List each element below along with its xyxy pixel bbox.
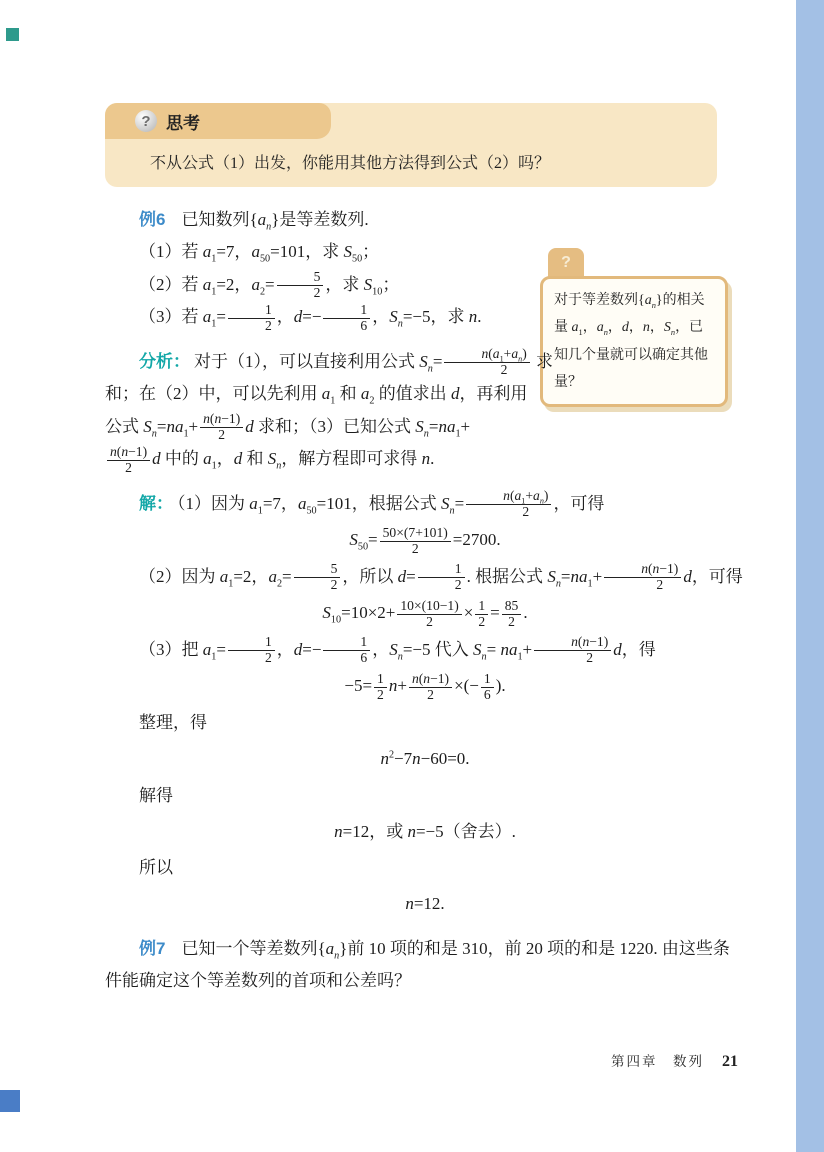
example6-item-1: （1）若 $a_1=7$，$a_{50}=101$，求 $S_{50}$； [139,242,380,265]
example6-label: 例6 [139,210,166,229]
page-edge-bar [796,0,824,1152]
solution-text-3: 所以 [139,858,173,878]
solution-line-2: （2）因为 $a_1=2$，$a_2=$ $\frac{5}{2}$ ，所以 d= $\frac{1}{2}$ . 根据公式 $S_n=na_1+$ $\frac{n(n-1)}{2}$ d，可得 [139,561,743,593]
solution-line-1 [105,488,745,521]
analysis-line-2: 和；在（2）中，可以先利用 $a_1$ 和 $a_2$ 的值求出 d，再利用 [105,384,528,407]
example6-item-3: （3）若 $a_1=$ $\frac{1}{2}$ ，d=− $\frac{1}{6}$ ，$S_n=-5$，求 n. [139,301,482,333]
print-mark-top [6,28,19,41]
solution-equation-4: $n^2-7n-60=0$. [380,749,470,769]
solution-line-1-text: （1）因为 $a_1=7$，$a_{50}=101$，根据公式 $S_n=$ $\frac{n(a_1+a_n)}{2}$ ，可得 [177,488,605,520]
think-box-tab [105,103,331,139]
analysis-line-4: $\frac{n(n-1)}{2}$ d 中的 $a_1$，d 和 $S_n$，解方程即可求得 n. [105,443,745,476]
solution-equation-2: $S_{10}=10\times 2+$ $\frac{10\times(10-1)}{2}$ × $\frac{1}{2}$ = $\frac{85}{2}$ . [322,597,528,629]
note-question-mark-icon: ? [548,248,584,278]
footer-chapter-title: 第四章 数列 [611,1054,704,1069]
solution-equation-1: $S_{50}=$ $\frac{50\times(7+101)}{2}$ =2700. [349,524,501,556]
solution-equation-6: n=12. [405,894,445,914]
page-footer [611,1050,738,1071]
example7-text: 已知一个等差数列$\{a_n\}$前 10 项的和是 310，前 20 项的和是 1220. 由这些条件能确定这个等差数列的首项和公差吗？ [105,938,730,990]
think-box [105,103,717,187]
analysis-line-3: 公式 $S_n=na_1+$ $\frac{n(n-1)}{2}$ d 求和；（3）已知公式 $S_n=na_1+$ [105,411,471,443]
question-mark-icon: ? [135,110,157,132]
solution-text-1: 整理，得 [139,712,207,732]
analysis-label: 分析： [139,351,190,371]
example6-heading [105,204,745,236]
footer-page-number: 21 [722,1053,738,1070]
example7-label: 例7 [139,938,166,958]
main-content [105,204,745,997]
example6-item-2: （2）若 $a_1=2$，$a_2=$ $\frac{5}{2}$ ，求 $S_{10}$； [139,269,400,301]
solution-text-2: 解得 [139,785,173,805]
solution-label: 解： [139,493,173,513]
solution-line-3: （3）把 $a_1=$ $\frac{1}{2}$ ，d=− $\frac{1}{6}$ ，$S_n=-5$ 代入 $S_n= na_1+$ $\frac{n(n-1)}{2}$ d，得 [139,634,656,666]
analysis-line-1-text: 对于（1），可以直接利用公式 $S_n=$ $\frac{n(a_1+a_n)}{2}$ 求 [194,346,553,378]
example7-paragraph [105,933,745,998]
example6-intro: 已知数列$\{a_n\}$是等差数列. [181,210,369,233]
analysis-line-1 [105,346,745,379]
solution-equation-5: n=12，或 n=−5（舍去）. [334,821,516,841]
print-mark-bottom [0,1090,20,1112]
think-box-title: 思考 [166,113,200,133]
think-box-body: 不从公式（1）出发，你能用其他方法得到公式（2）吗？ [150,155,551,172]
margin-note-text: 对于等差数列$\{a_n\}$的相关量 $a_1$，$a_n$，d，n，$S_n$，已知几个量就可以确定其他量？ [540,276,728,407]
solution-equation-3: −5= $\frac{1}{2}$ n+ $\frac{n(n-1)}{2}$ ×(− $\frac{1}{6}$ ). [344,671,506,702]
